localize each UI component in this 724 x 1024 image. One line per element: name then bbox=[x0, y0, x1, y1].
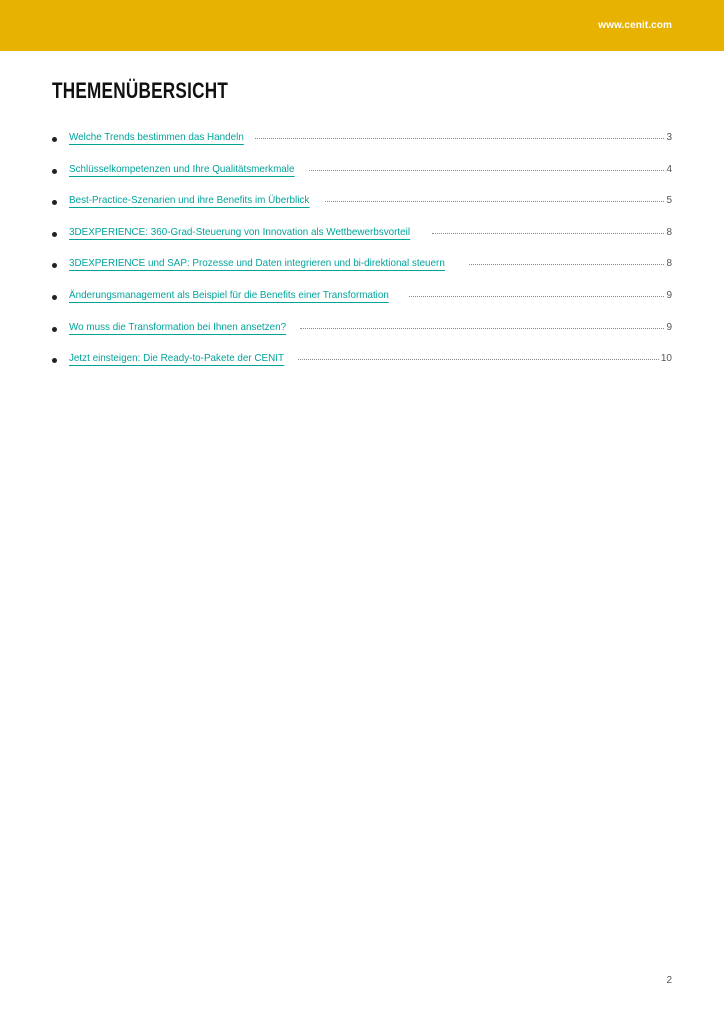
bullet-icon bbox=[52, 295, 57, 300]
toc-item bbox=[52, 288, 672, 320]
page-title: THEMENÜBERSICHT bbox=[52, 78, 229, 103]
header-website-link[interactable]: www.cenit.com bbox=[598, 20, 672, 31]
dot-leader bbox=[298, 350, 659, 360]
toc-item bbox=[52, 256, 672, 288]
toc-page-number: 5 bbox=[666, 195, 672, 207]
bullet-icon bbox=[52, 200, 57, 205]
toc-link[interactable]: Jetzt einsteigen: Die Ready-to-Pakete der CENIT bbox=[69, 352, 285, 365]
toc-link[interactable]: Schlüsselkompetenzen und Ihre Qualitätsmerkmale bbox=[69, 162, 295, 175]
toc-item bbox=[52, 351, 672, 383]
toc-page-number: 8 bbox=[666, 226, 672, 238]
bullet-icon bbox=[52, 169, 57, 174]
toc-page-number: 8 bbox=[666, 258, 672, 270]
dot-leader bbox=[300, 319, 665, 329]
toc-link[interactable]: 3DEXPERIENCE: 360-Grad-Steuerung von Innovation als Wettbewerbsvorteil bbox=[69, 225, 411, 238]
bullet-icon bbox=[52, 137, 57, 142]
bullet-icon bbox=[52, 263, 57, 268]
toc-link[interactable]: Best-Practice-Szenarien und ihre Benefits im Überblick bbox=[69, 194, 310, 207]
toc-item bbox=[52, 193, 672, 225]
bullet-icon bbox=[52, 327, 57, 332]
toc-item bbox=[52, 225, 672, 257]
toc-item bbox=[52, 162, 672, 194]
toc-page-number: 3 bbox=[666, 132, 672, 143]
toc-page-number: 9 bbox=[666, 321, 672, 333]
toc-link[interactable]: 3DEXPERIENCE und SAP: Prozesse und Daten integrieren und bi-direktional steuern bbox=[69, 257, 445, 270]
bullet-icon bbox=[52, 358, 57, 363]
dot-leader bbox=[255, 129, 664, 139]
header-band bbox=[0, 0, 724, 51]
toc-link[interactable]: Welche Trends bestimmen das Handeln bbox=[69, 131, 244, 143]
dot-leader bbox=[325, 192, 665, 202]
toc-item bbox=[52, 130, 672, 162]
bullet-icon bbox=[52, 232, 57, 237]
toc-link[interactable]: Wo muss die Transformation bei Ihnen ansetzen? bbox=[69, 320, 287, 333]
toc-page-number: 4 bbox=[666, 163, 672, 175]
toc-page-number: 10 bbox=[660, 353, 672, 365]
page-number: 2 bbox=[666, 975, 672, 986]
toc-page-number: 9 bbox=[666, 289, 672, 301]
table-of-contents bbox=[52, 130, 672, 383]
dot-leader bbox=[432, 224, 665, 234]
dot-leader bbox=[409, 287, 664, 297]
dot-leader bbox=[309, 161, 665, 171]
dot-leader bbox=[469, 255, 665, 265]
toc-link[interactable]: Änderungsmanagement als Beispiel für die Benefits einer Transformation bbox=[69, 288, 389, 301]
toc-item bbox=[52, 320, 672, 352]
